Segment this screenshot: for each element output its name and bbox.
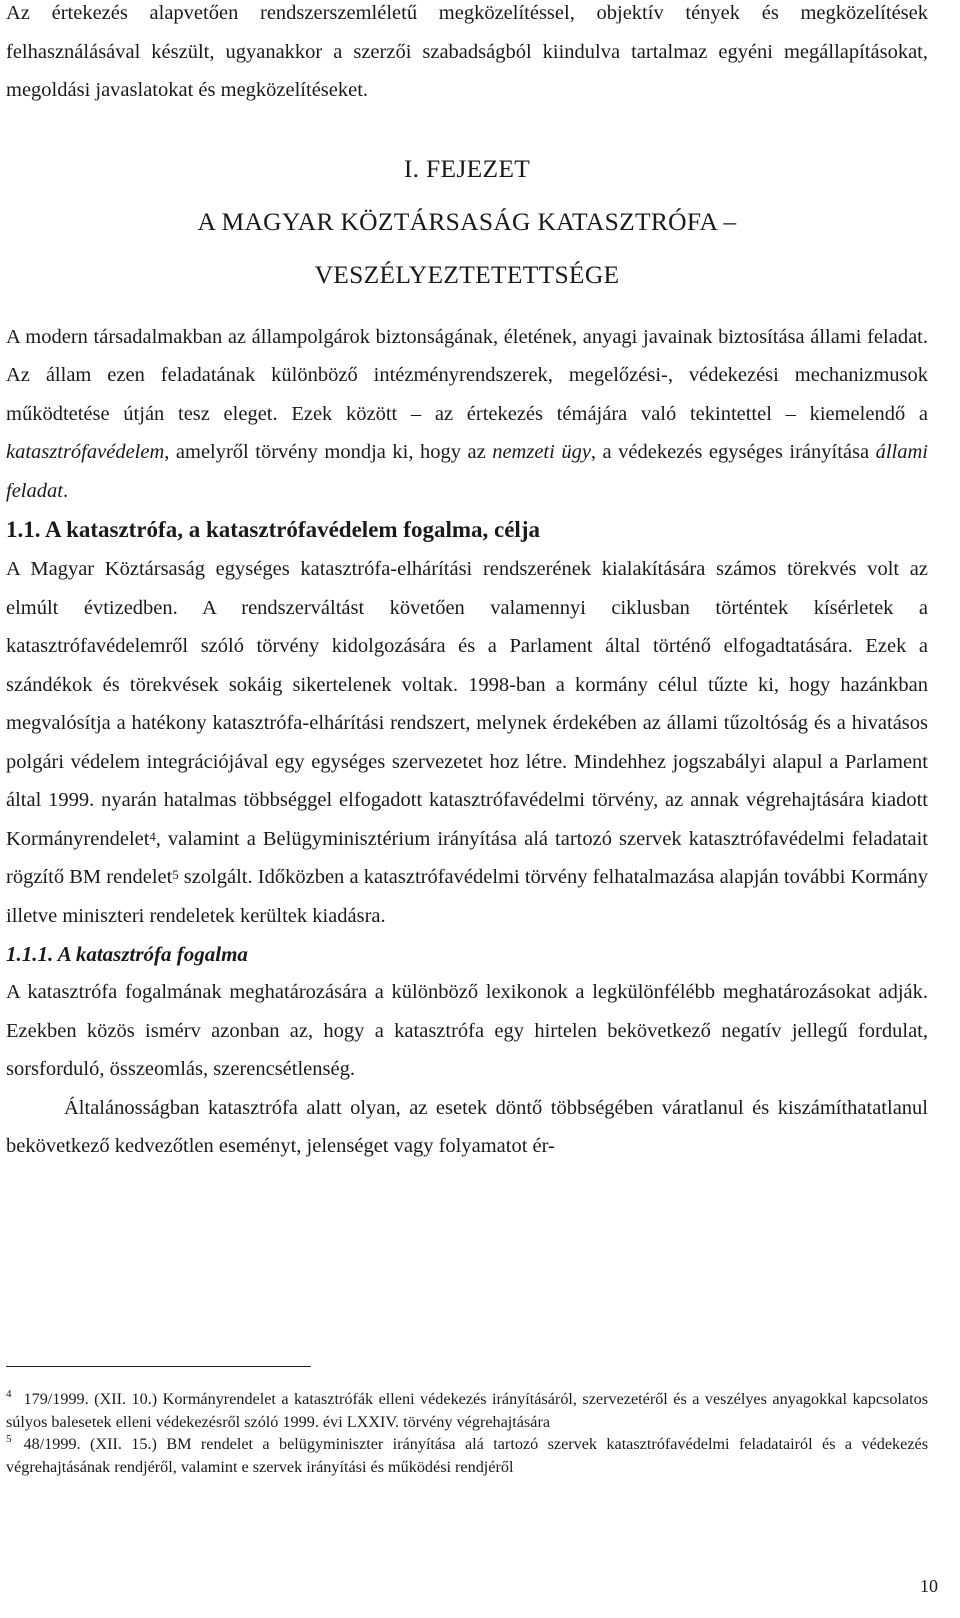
footnote-separator: [6, 1366, 311, 1367]
footnote-text: 48/1999. (XII. 15.) BM rendelet a belügyminiszter irányítása alá tartozó szervek katasztrófavédelmi feladatairól és a védekezés végrehajtásának rendjéről, valamint e szervek irányítási és működési rendjéről: [6, 1435, 928, 1476]
text-run: A Magyar Köztársaság egységes katasztrófa-elhárítási rendszerének kialakítására számos törekvés volt az elmúlt évtizedben. A rendszerváltást követően valamennyi ciklusban történtek kísérletek a katasztrófavédelemről szóló törvény kidolgozására és a Parlament által történő elfogadtatására. Ezek a szándékok és törekvések sokáig sikertelenek voltak. 1998-ban a kormány célul tűzte ki, hogy hazánkban megvalósítja a hatékony katasztrófa-elhárítási rendszert, melynek érdekében az állami tűzoltóság és a hivatásos polgári védelem integrációjával egy egységes szervezetet hoz létre. Mindehhez jogszabályi alapul a Parlament által 1999. nyarán hatalmas többséggel elfogadott katasztrófavédelmi törvény, az annak végrehajtására kiadott Kormányrendelet: [6, 558, 928, 850]
footnotes: [6, 1388, 928, 1478]
chapter-paragraph: [6, 318, 928, 511]
italic-term-nemzeti-ugy: nemzeti ügy: [492, 441, 591, 463]
document-page: [6, 0, 928, 1166]
text-run: , valamint a Belügyminisztérium irányítása alá tartozó szervek katasztrófavédelmi feladatait rögzítő BM rendelet: [6, 827, 928, 888]
chapter-number: I. FEJEZET: [403, 153, 531, 183]
section-1-1-1-paragraph-2: Általánosságban katasztrófa alatt olyan, az esetek döntő többségében váratlanul és kiszámíthatatlanul bekövetkező kedvezőtlen eseményt, jelenséget vagy folyamatot ér-: [6, 1096, 928, 1157]
italic-term-katasztrofavedelem: katasztrófavédelem: [6, 441, 165, 463]
footnote-5: [6, 1433, 928, 1478]
section-1-1-1-paragraph-1: A katasztrófa fogalmának meghatározására a különböző lexikonok a legkülönfélébb meghatározásokat adják. Ezekben közös ismérv azonban az, hogy a katasztrófa egy hirtelen bekövetkező negatív jellegű fordulat, sorsforduló, összeomlás, szerencsétlenség.: [6, 981, 928, 1080]
section-1-1-1-heading: 1.1.1. A katasztrófa fogalma: [6, 942, 248, 966]
text-run: szolgált. Időközben a katasztrófavédelmi törvény felhatalmazása alapján további Kormány illetve miniszteri rendeletek kerültek kiadásra.: [6, 866, 928, 927]
section-1-1-paragraph: [6, 550, 928, 935]
footnote-ref-4[interactable]: 4: [149, 829, 156, 844]
chapter-title-line2: VESZÉLYEZTETETTSÉGE: [314, 259, 620, 289]
section-1-1-heading: 1.1. A katasztrófa, a katasztrófavédelem fogalma, célja: [6, 517, 540, 542]
intro-paragraph: Az értekezés alapvetően rendszerszemléletű megközelítéssel, objektív tények és megközelítések felhasználásával készült, ugyanakkor a szerzői szabadságból kiindulva tartalmaz egyéni megállapításokat, megoldási javaslatokat és megközelítéseket.: [6, 2, 928, 101]
page-number: 10: [920, 1576, 938, 1596]
chapter-heading: [6, 142, 928, 301]
footnote-ref-5[interactable]: 5: [172, 868, 179, 882]
footnote-text: 179/1999. (XII. 10.) Kormányrendelet a katasztrófák elleni védekezés irányításáról, szervezetéről és a veszélyes anyagokkal kapcsolatos súlyos balesetek elleni védekezésről szóló 1999. évi LXXIV. törvény végrehajtására: [6, 1390, 928, 1431]
text-run: , a védekezés egységes irányítása: [590, 441, 876, 463]
text-run: A modern társadalmakban az állampolgárok biztonságának, életének, anyagi javainak biztosítása állami feladat. Az állam ezen feladatának különböző intézményrendszerek, megelőzési-, védekezési mechanizmusok működtetése útján tesz eleget. Ezek között – az értekezés témájára való tekintettel – kiemelendő a: [6, 325, 928, 425]
footnote-4: [6, 1388, 928, 1433]
footnote-number: 5: [6, 1433, 12, 1445]
footnote-number: 4: [6, 1388, 12, 1400]
italic-term-allami-feladat: állami feladat: [6, 441, 928, 502]
text-run: .: [62, 479, 69, 502]
text-run: , amelyről törvény mondja ki, hogy az: [164, 441, 493, 463]
chapter-title-line1: A MAGYAR KÖZTÁRSASÁG KATASZTRÓFA –: [197, 206, 737, 236]
